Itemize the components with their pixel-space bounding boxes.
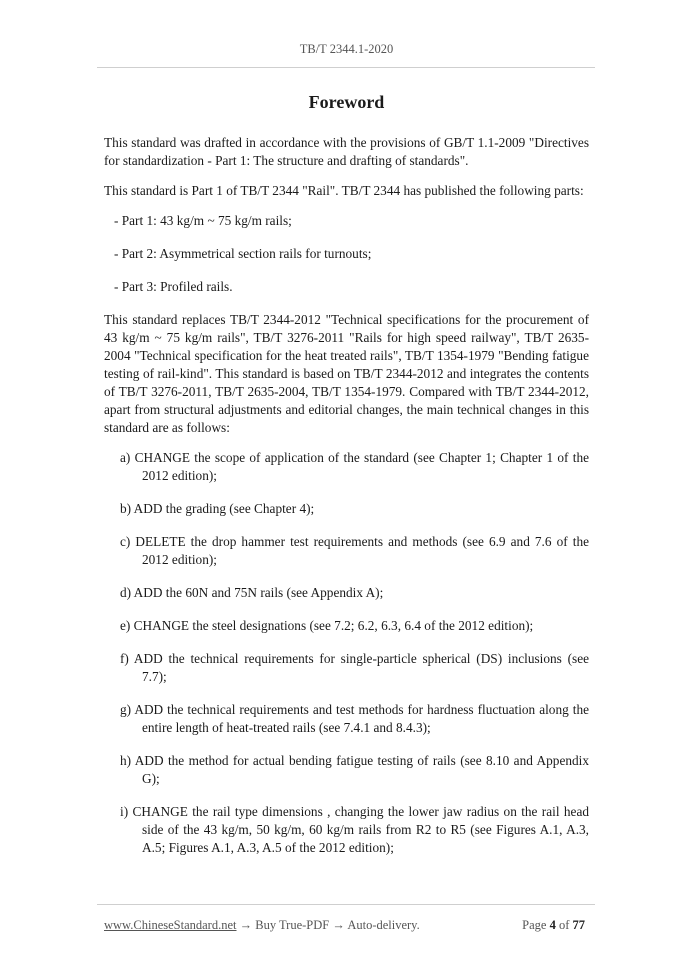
body-paragraph: This standard was drafted in accordance with the provisions of GB/T 1.1-2009 "Directives for standardization - Part 1: The structure and drafting of standards". [104,135,589,168]
of-label: of [558,918,570,932]
page-indicator [522,918,585,933]
page-number: 4 [549,918,556,932]
change-list-item: i) CHANGE the rail type dimensions , changing the lower jaw radius on the rail head side of the 43 kg/m, 50 kg/m, 60 kg/m rails from R2 to R5 (see Figures A.1, A.3, A.5; Figures A.1, A.3, A.5 of the 2012 edition); [120,804,589,855]
part-list-item: - Part 1: 43 kg/m ~ 75 kg/m rails; [114,213,292,228]
footer-divider [97,904,595,905]
running-header: TB/T 2344.1-2020 [299,42,394,56]
arrow-icon: → [239,918,253,932]
replaces-paragraph: This standard replaces TB/T 2344-2012 "Technical specifications for the procurement of 43 kg/m ~ 75 kg/m rails", TB/T 3276-2011 "Rails for high speed railway", TB/T 2635-2004 "Technical specification for the heat treated rails", TB/T 1354-1979 "Bending fatigue testing of rail-kind". This standard is based on TB/T 2344-2012 and integrates the contents of TB/T 3276-2011, TB/T 2635-2004, TB/T 1354-1979. Compared with TB/T 2344-2012, apart from structural adjustments and editorial changes, the main technical changes in this standard are as follows: [104,312,589,435]
change-list-item: h) ADD the method for actual bending fatigue testing of rails (see 8.10 and Appendix G); [120,753,589,786]
page-label: Page [522,918,547,932]
delivery-text: Auto-delivery. [347,918,420,932]
buy-pdf-link[interactable]: Buy True-PDF [255,918,330,932]
header-divider [97,67,595,68]
total-pages: 77 [572,918,585,932]
part-list-item: - Part 2: Asymmetrical section rails for turnouts; [114,246,372,261]
document-body [104,134,589,872]
footer-links [104,918,420,933]
site-link[interactable]: www.ChineseStandard.net [104,918,237,932]
change-list-item: e) CHANGE the steel designations (see 7.2; 6.2, 6.3, 6.4 of the 2012 edition); [120,618,534,633]
change-list-item: b) ADD the grading (see Chapter 4); [120,501,315,516]
change-list-item: f) ADD the technical requirements for single-particle spherical (DS) inclusions (see 7.7); [120,651,589,684]
change-list-item: c) DELETE the drop hammer test requirements and methods (see 6.9 and 7.6 of the 2012 edition); [120,534,589,567]
change-list-item: a) CHANGE the scope of application of the standard (see Chapter 1; Chapter 1 of the 2012 edition); [120,450,589,483]
change-list-item: d) ADD the 60N and 75N rails (see Appendix A); [120,585,384,600]
change-list-item: g) ADD the technical requirements and test methods for hardness fluctuation along the entire length of heat-treated rails (see 7.4.1 and 8.4.3); [120,702,589,735]
arrow-icon: → [332,918,345,932]
body-paragraph: This standard is Part 1 of TB/T 2344 "Rail". TB/T 2344 has published the following parts: [104,183,584,198]
part-list-item: - Part 3: Profiled rails. [114,279,233,294]
page-title: Foreword [308,92,385,112]
